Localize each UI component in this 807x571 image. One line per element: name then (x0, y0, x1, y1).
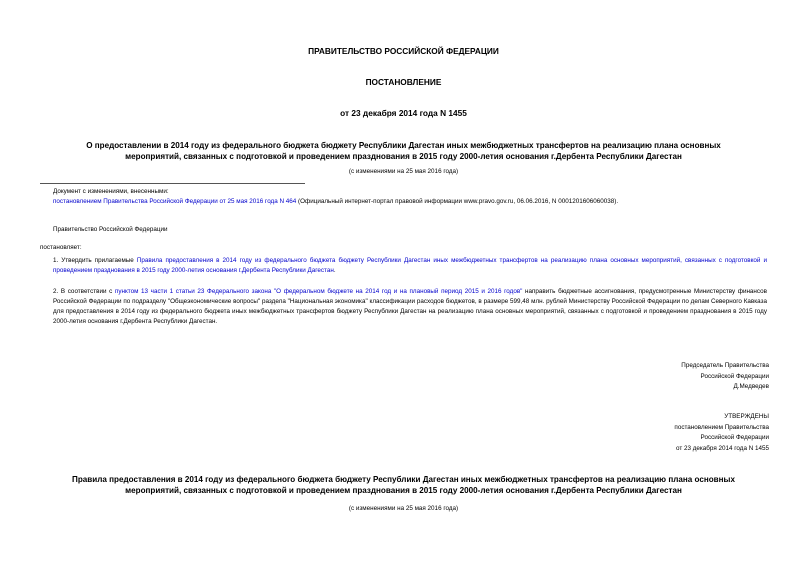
editions-intro: Документ с изменениями, внесенными: (53, 188, 169, 195)
paragraph-2 (53, 287, 767, 327)
paragraph-1 (53, 256, 767, 276)
approval-stamp (569, 412, 769, 454)
rules-link[interactable]: Правила предоставления в 2014 году из федерального бюджета бюджету Республики Дагестан иных межбюджетных трансфертов на реализацию плана основных мероприятий, связанных с подготовкой и проведением празднования в 2015 году 2000-летия основания г.Дербента Республики Дагестан (53, 257, 767, 274)
document-title-line-1: О предоставлении в 2014 году из федерального бюджета бюджету Республики Дагестан иных межбюджетных трансфертов на реализацию плана основных (86, 141, 721, 150)
changes-note: (с изменениями на 25 мая 2016 года) (348, 168, 459, 175)
paragraph-2-prefix: 2. В соответствии с (53, 288, 115, 295)
editions-block (53, 187, 773, 207)
document-title-line-2: мероприятий, связанных с подготовкой и проведением празднования в 2015 году 2000-летия основания г.Дербента Республики Дагестан (125, 152, 682, 161)
rules-title-line-1: Правила предоставления в 2014 году из федерального бюджета бюджету Республики Дагестан иных межбюджетных трансфертов на реализацию плана основных (72, 475, 735, 484)
approval-line-2: постановлением Правительства (674, 423, 769, 431)
signature-block (569, 361, 769, 393)
rules-changes-note: (с изменениями на 25 мая 2016 года) (348, 505, 459, 512)
paragraph-1-prefix: 1. Утвердить прилагаемые (53, 257, 137, 264)
rules-title-line-2: мероприятий, связанных с подготовкой и проведением празднования в 2015 году 2000-летия основания г.Дербента Республики Дагестан (125, 486, 682, 495)
divider (40, 183, 305, 184)
decrees-word: постановляет: (40, 244, 82, 251)
paragraph-2-suffix: направить бюджетные ассигнования, предусмотренные Министерству финансов Российской Федерации по подразделу "Общеэкономические вопросы" раздела "Национальная экономика" классификации расходов бюджетов, в размере 599,48 млн. рублей Министерству Российской Федерации по делам Северного Кавказа для предоставления в 2014 году из федерального бюджета иных межбюджетных трансфертов бюджету Республики Дагестан на реализацию плана основных мероприятий, связанных с подготовкой и проведением празднования в 2015 году 2000-летия основания г.Дербента Республики Дагестан. (53, 288, 767, 325)
rules-title (30, 474, 777, 496)
federal-law-link[interactable]: пунктом 13 части 1 статьи 23 Федерального закона "О федеральном бюджете на 2014 год и на плановый период 2015 и 2016 годов" (114, 288, 523, 295)
editions-line (53, 197, 773, 207)
editions-source: (Официальный интернет-портал правовой информации www.pravo.gov.ru, 06.06.2016, N 0001201606060038). (296, 198, 619, 205)
document-type-heading: ПОСТАНОВЛЕНИЕ (365, 77, 442, 87)
approval-line-4: от 23 декабря 2014 года N 1455 (675, 444, 769, 452)
issuer: Правительство Российской Федерации (53, 226, 168, 233)
government-heading: ПРАВИТЕЛЬСТВО РОССИЙСКОЙ ФЕДЕРАЦИИ (308, 46, 499, 56)
signature-position: Председатель Правительства (681, 362, 769, 369)
paragraph-1-suffix: . (333, 267, 336, 274)
signature-name: Д.Медведев (733, 383, 769, 390)
approval-line-3: Российской Федерации (700, 434, 769, 441)
document-title (45, 140, 762, 162)
amendment-decree-link[interactable]: постановлением Правительства Российской Федерации от 25 мая 2016 года N 464 (53, 198, 297, 205)
approval-heading: УТВЕРЖДЕНЫ (724, 413, 769, 420)
document-date-number: от 23 декабря 2014 года N 1455 (340, 108, 467, 118)
signature-country: Российской Федерации (700, 372, 769, 380)
